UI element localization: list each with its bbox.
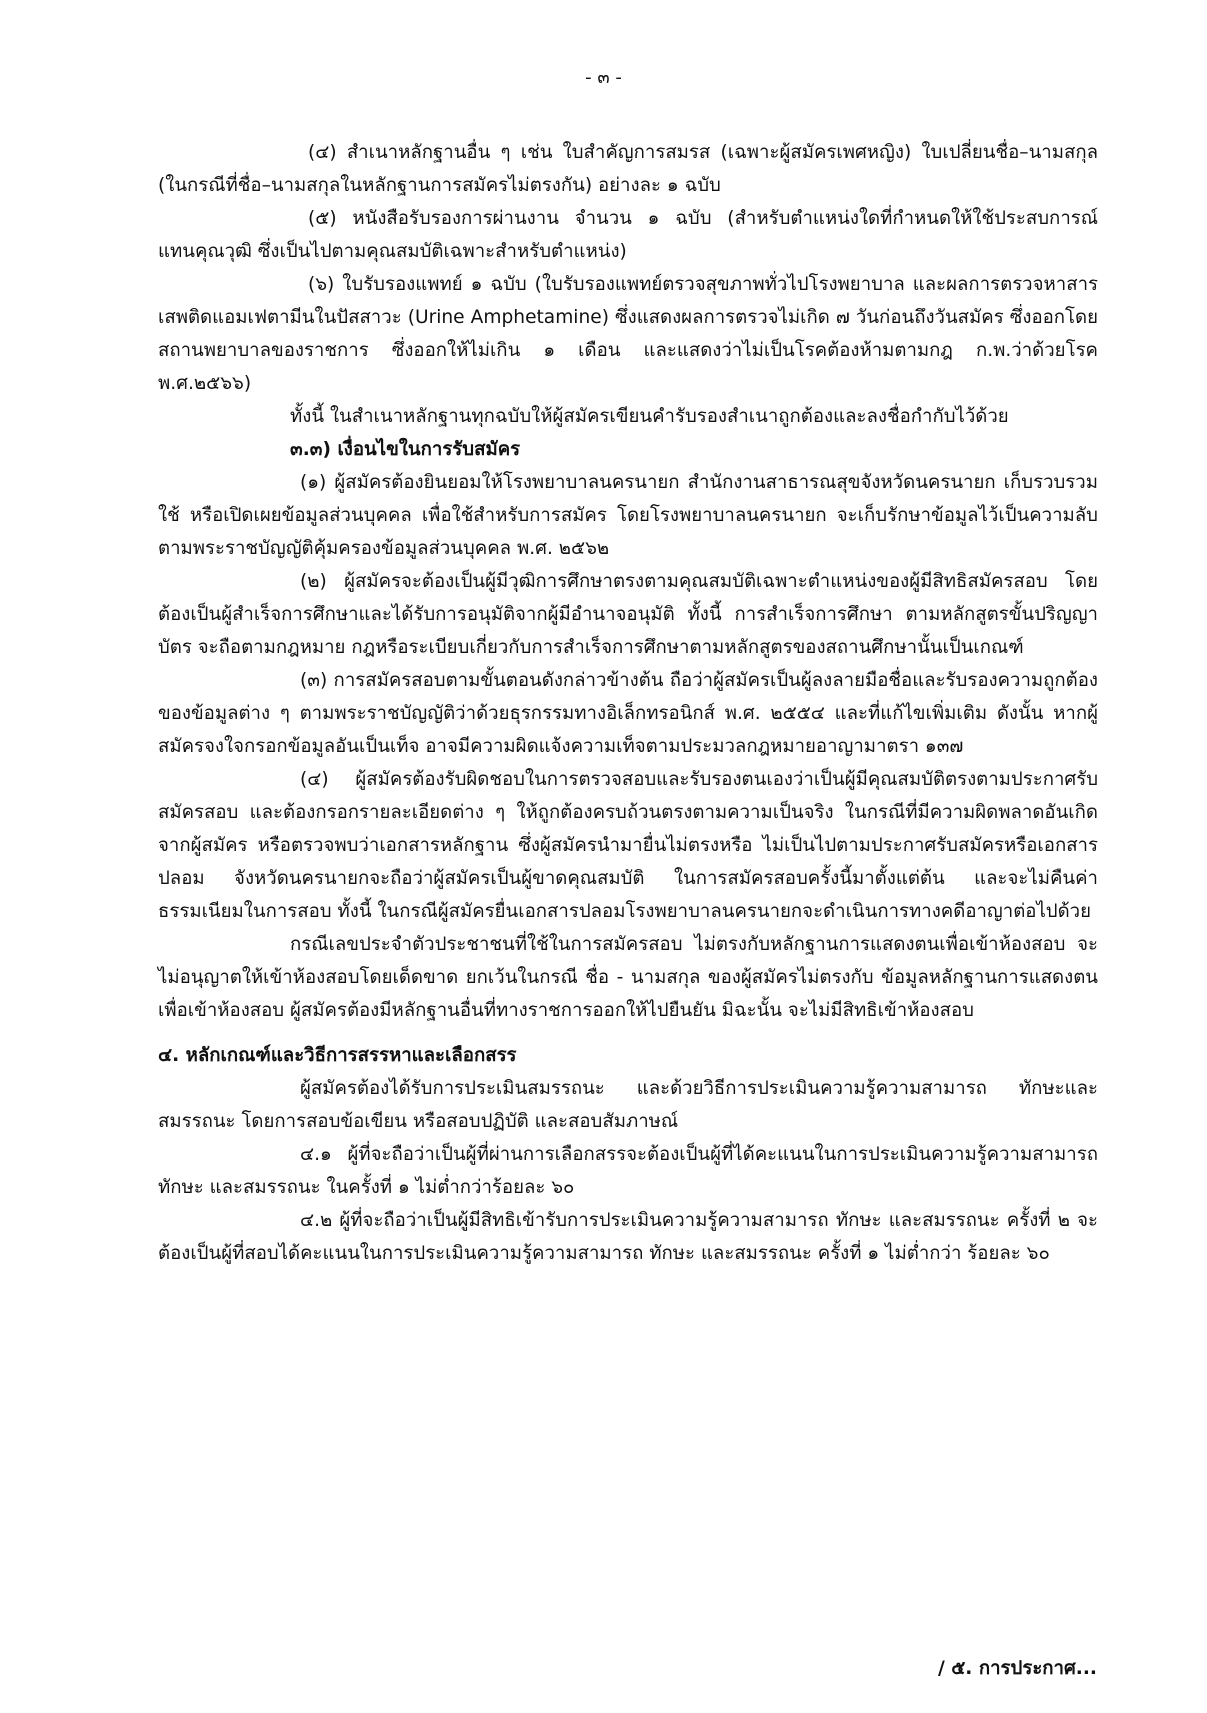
condition-item-1: (๑) ผู้สมัครต้องยินยอมให้โรงพยาบาลนครนายก สำนักงานสาธารณสุขจังหวัดนครนายก เก็บรวบรวมใช้ หรือเปิดเผยข้อมูลส่วนบุคคล เพื่อใช้สำหรับการสมัคร โดยโรงพยาบาลนครนายก จะเก็บรักษาข้อมูลไว้เป็นความลับตามพระราชบัญญัติคุ้มครองข้อมูลส่วนบุคคล พ.ศ. ๒๕๖๒ — [158, 472, 1098, 559]
condition-item-2: (๒) ผู้สมัครจะต้องเป็นผู้มีวุฒิการศึกษาตรงตามคุณสมบัติเฉพาะตำแหน่งของผู้มีสิทธิสมัครสอบ โดยต้องเป็นผู้สำเร็จการศึกษาและได้รับการอนุมัติจากผู้มีอำนาจอนุมัติ ทั้งนี้ การสำเร็จการศึกษา ตามหลักสูตรขั้นปริญญาบัตร จะถือตามกฎหมาย กฎหรือระเบียบเกี่ยวกับการสำเร็จการศึกษาตามหลักสูตรของสถานศึกษานั้นเป็นเกณฑ์ — [158, 571, 1098, 658]
condition-item-3: (๓) การสมัครสอบตามขั้นตอนดังกล่าวข้างต้น ถือว่าผู้สมัครเป็นผู้ลงลายมือชื่อและรับรองความถูกต้องของข้อมูลต่าง ๆ ตามพระราชบัญญัติว่าด้วยธุรกรรมทางอิเล็กทรอนิกส์ พ.ศ. ๒๕๕๔ และที่แก้ไขเพิ่มเติม ดังนั้น หากผู้สมัครจงใจกรอกข้อมูลอันเป็นเท็จ อาจมีความผิดแจ้งความเท็จตามประมวลกฎหมายอาญามาตรา ๑๓๗ — [158, 670, 1098, 757]
paragraph-note: ทั้งนี้ ในสำเนาหลักฐานทุกฉบับให้ผู้สมัครเขียนคำรับรองสำเนาถูกต้องและลงชื่อกำกับไว้ด้วย — [290, 406, 1009, 427]
section-4-intro: ผู้สมัครต้องได้รับการประเมินสมรรถนะ และด้วยวิธีการประเมินความรู้ความสามารถ ทักษะและสมรรถนะ โดยการสอบข้อเขียน หรือสอบปฏิบัติ และสอบสัมภาษณ์ — [158, 1078, 1098, 1132]
document-body — [158, 136, 1098, 1270]
condition-item-4: (๔) ผู้สมัครต้องรับผิดชอบในการตรวจสอบและรับรองตนเองว่าเป็นผู้มีคุณสมบัติตรงตามประกาศรับสมัครสอบ และต้องกรอกรายละเอียดต่าง ๆ ให้ถูกต้องครบถ้วนตรงตามความเป็นจริง ในกรณีที่มีความผิดพลาดอันเกิดจากผู้สมัคร หรือตรวจพบว่าเอกสารหลักฐาน ซึ่งผู้สมัครนำมายื่นไม่ตรงหรือ ไม่เป็นไปตามประกาศรับสมัครหรือเอกสารปลอม จังหวัดนครนายกจะถือว่าผู้สมัครเป็นผู้ขาดคุณสมบัติ ในการสมัครสอบครั้งนี้มาตั้งแต่ต้น และจะไม่คืนค่าธรรมเนียมในการสอบ ทั้งนี้ ในกรณีผู้สมัครยื่นเอกสารปลอมโรงพยาบาลนครนายกจะดำเนินการทางคดีอาญาต่อไปด้วย — [158, 769, 1098, 922]
paragraph-item-5: (๕) หนังสือรับรองการผ่านงาน จำนวน ๑ ฉบับ (สำหรับตำแหน่งใดที่กำหนดให้ใช้ประสบการณ์แทนคุณวุฒิ ซึ่งเป็นไปตามคุณสมบัติเฉพาะสำหรับตำแหน่ง) — [158, 208, 1098, 262]
section-heading-4: ๔. หลักเกณฑ์และวิธีการสรรหาและเลือกสรร — [158, 1045, 517, 1066]
next-page-reference: / ๕. การประกาศ... — [937, 1658, 1097, 1679]
paragraph-item-4: (๔) สำเนาหลักฐานอื่น ๆ เช่น ใบสำคัญการสมรส (เฉพาะผู้สมัครเพศหญิง) ใบเปลี่ยนชื่อ–นามสกุล (ในกรณีที่ชื่อ–นามสกุลในหลักฐานการสมัครไม่ตรงกัน) อย่างละ ๑ ฉบับ — [158, 142, 1098, 196]
section-4-1: ๔.๑ ผู้ที่จะถือว่าเป็นผู้ที่ผ่านการเลือกสรรจะต้องเป็นผู้ที่ได้คะแนนในการประเมินความรู้ความสามารถ ทักษะ และสมรรถนะ ในครั้งที่ ๑ ไม่ต่ำกว่าร้อยละ ๖๐ — [158, 1144, 1098, 1198]
condition-id-mismatch: กรณีเลขประจำตัวประชาชนที่ใช้ในการสมัครสอบ ไม่ตรงกับหลักฐานการแสดงตนเพื่อเข้าห้องสอบ จะไม่อนุญาตให้เข้าห้องสอบโดยเด็ดขาด ยกเว้นในกรณี ชื่อ - นามสกุล ของผู้สมัครไม่ตรงกับ ข้อมูลหลักฐานการแสดงตนเพื่อเข้าห้องสอบ ผู้สมัครต้องมีหลักฐานอื่นที่ทางราชการออกให้ไปยืนยัน มิฉะนั้น จะไม่มีสิทธิเข้าห้องสอบ — [158, 934, 1098, 1021]
page-number: - ๓ - — [585, 67, 622, 88]
section-4-2: ๔.๒ ผู้ที่จะถือว่าเป็นผู้มีสิทธิเข้ารับการประเมินความรู้ความสามารถ ทักษะ และสมรรถนะ ครั้งที่ ๒ จะต้องเป็นผู้ที่สอบได้คะแนนในการประเมินความรู้ความสามารถ ทักษะ และสมรรถนะ ครั้งที่ ๑ ไม่ต่ำกว่า ร้อยละ ๖๐ — [158, 1210, 1098, 1264]
paragraph-item-6: (๖) ใบรับรองแพทย์ ๑ ฉบับ (ใบรับรองแพทย์ตรวจสุขภาพทั่วไปโรงพยาบาล และผลการตรวจหาสารเสพติดแอมเฟตามีนในปัสสาวะ (Urine Amphetamine) ซึ่งแสดงผลการตรวจไม่เกิด ๗ วันก่อนถึงวันสมัคร ซึ่งออกโดยสถานพยาบาลของราชการ ซึ่งออกให้ไม่เกิน ๑ เดือน และแสดงว่าไม่เป็นโรคต้องห้ามตามกฎ ก.พ.ว่าด้วยโรค พ.ศ.๒๕๖๖) — [158, 274, 1098, 394]
subsection-heading-3-3: ๓.๓) เงื่อนไขในการรับสมัคร — [290, 439, 521, 460]
